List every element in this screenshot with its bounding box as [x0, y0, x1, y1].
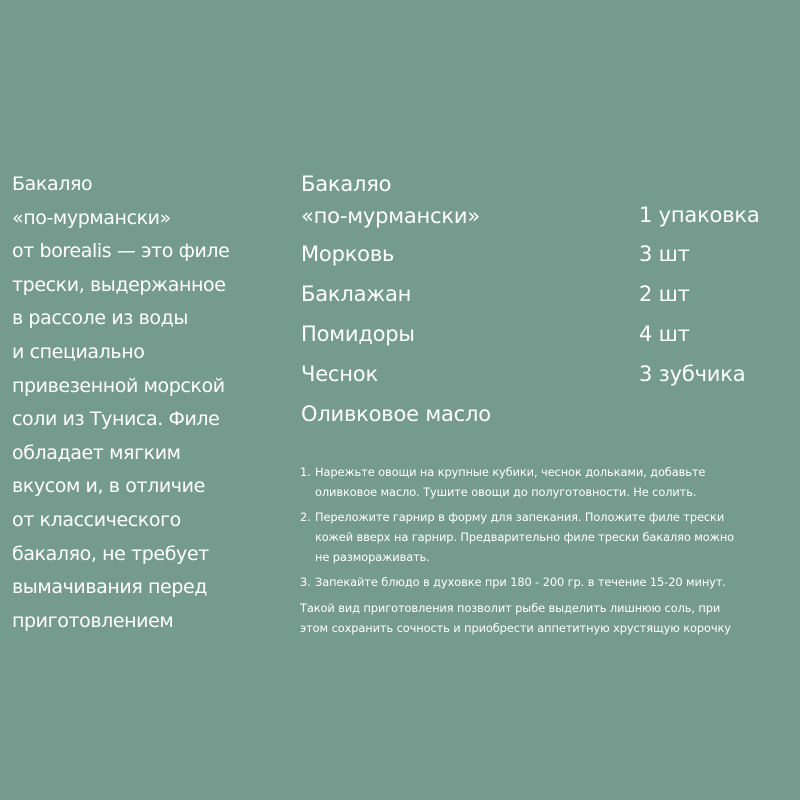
description-line: Бакаляо: [12, 173, 93, 195]
ingredient-name: Чеснок: [301, 362, 378, 386]
description-line: и специально: [12, 340, 145, 363]
description-line: обладает мягким: [12, 441, 181, 464]
note-line: Такой вид приготовления позволит рыбе выделить лишнюю соль, при: [300, 601, 721, 615]
cooking-step: [300, 572, 780, 592]
ingredient-quantity: 2 шт: [639, 282, 690, 306]
step-text-line: Запекайте блюдо в духовке при 180 - 200 гр. в течение 15-20 минут.: [315, 575, 726, 589]
description-line: бакаляо, не требует: [12, 542, 209, 565]
ingredients-list: [301, 168, 791, 434]
description-line: соли из Туниса. Филе: [12, 408, 220, 431]
step-number: 3.: [300, 575, 311, 589]
ingredient-name: Морковь: [301, 242, 395, 266]
description-line: в рассоле из воды: [12, 307, 188, 330]
product-description: [12, 168, 282, 638]
ingredient-name: [301, 168, 480, 232]
step-number: 1.: [300, 465, 311, 479]
note-line: этом сохранить сочность и приобрести аппетитную хрустящую корочку: [300, 621, 731, 635]
step-text-line: кожей вверх на гарнир. Предварительно филе трески бакаляо можно: [315, 530, 735, 544]
ingredient-row: [301, 394, 791, 434]
ingredient-quantity: 1 упаковка: [639, 203, 760, 227]
ingredient-row: [301, 168, 791, 234]
cooking-step: [300, 507, 780, 567]
ingredient-quantity: 4 шт: [639, 322, 690, 346]
ingredient-quantity: 3 шт: [639, 242, 690, 266]
description-line: вымачивания перед: [12, 576, 208, 599]
description-line: трески, выдержанное: [12, 273, 226, 296]
ingredient-row: [301, 274, 791, 314]
description-line: от классического: [12, 508, 181, 531]
ingredient-name: Помидоры: [301, 322, 415, 346]
ingredient-name: Баклажан: [301, 282, 412, 306]
ingredient-quantity: 3 зубчика: [639, 362, 746, 386]
step-number: 2.: [300, 510, 311, 524]
step-text-line: не размораживать.: [315, 550, 430, 564]
ingredient-row: [301, 354, 791, 394]
description-line: привезенной морской: [12, 374, 225, 397]
description-line: от borealis — это филе: [12, 240, 230, 263]
cooking-note: [300, 598, 780, 638]
cooking-steps: [300, 462, 780, 597]
cooking-step: [300, 462, 780, 502]
description-line: приготовлением: [12, 609, 174, 632]
ingredient-name-line: Бакаляо: [301, 172, 392, 196]
ingredient-name: Оливковое масло: [301, 402, 491, 426]
step-text-line: Нарежьте овощи на крупные кубики, чеснок дольками, добавьте: [315, 465, 706, 479]
description-line: «по-мурмански»: [12, 206, 171, 229]
ingredient-name-line: «по-мурмански»: [301, 204, 480, 228]
description-line: вкусом и, в отличие: [12, 475, 205, 498]
step-text-line: оливковое масло. Тушите овощи до полуготовности. Не солить.: [315, 485, 697, 499]
ingredient-row: [301, 314, 791, 354]
step-text-line: Переложите гарнир в форму для запекания. Положите филе трески: [315, 510, 725, 524]
ingredient-row: [301, 234, 791, 274]
